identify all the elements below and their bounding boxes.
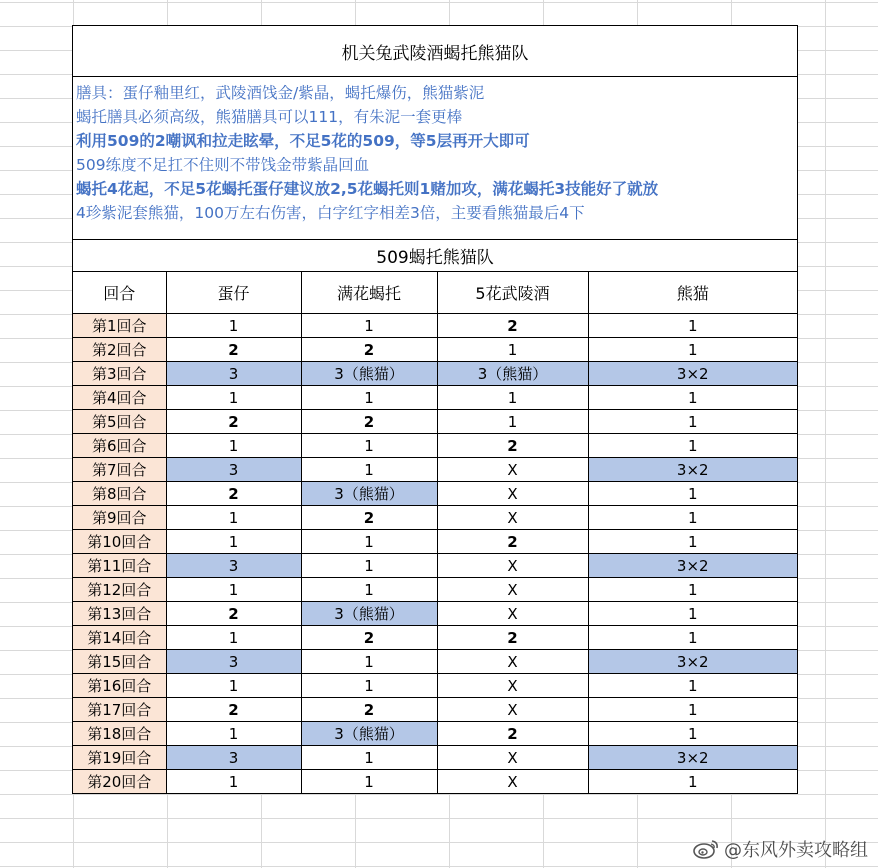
cell-xiongmao: 1 — [588, 530, 797, 554]
table-row — [73, 482, 797, 506]
cell-round: 第12回合 — [73, 578, 166, 602]
cell-round: 第2回合 — [73, 338, 166, 362]
cell-xiongmao: 3×2 — [588, 554, 797, 578]
cell-round: 第18回合 — [73, 722, 166, 746]
header-danzai: 蛋仔 — [166, 272, 301, 314]
cell-xietuo: 1 — [301, 770, 437, 794]
header-wulingjiu: 5花武陵酒 — [437, 272, 588, 314]
cell-xietuo: 3（熊猫） — [301, 722, 437, 746]
cell-xiongmao: 3×2 — [588, 362, 797, 386]
cell-danzai: 3 — [166, 458, 301, 482]
cell-danzai: 1 — [166, 626, 301, 650]
cell-xietuo: 2 — [301, 506, 437, 530]
note-line: 膳具：蛋仔釉里红，武陵酒饯金/紫晶，蝎托爆伤，熊猫紫泥 — [76, 84, 485, 102]
cell-danzai: 1 — [166, 434, 301, 458]
weibo-icon — [692, 838, 720, 860]
cell-xietuo: 1 — [301, 458, 437, 482]
rounds-table — [73, 272, 797, 793]
note-line: 509练度不足扛不住则不带饯金带紫晶回血 — [76, 156, 370, 174]
cell-round: 第5回合 — [73, 410, 166, 434]
table-row — [73, 770, 797, 794]
cell-xietuo: 2 — [301, 698, 437, 722]
cell-danzai: 2 — [166, 482, 301, 506]
note-line: 蝎托4花起，不足5花蝎托蛋仔建议放2,5花蝎托则1赌加攻，满花蝎托3技能好了就放 — [76, 180, 659, 198]
cell-xietuo: 1 — [301, 554, 437, 578]
cell-wulingjiu: 3（熊猫） — [437, 362, 588, 386]
cell-danzai: 1 — [166, 722, 301, 746]
cell-round: 第15回合 — [73, 650, 166, 674]
cell-wulingjiu: X — [437, 698, 588, 722]
cell-xiongmao: 1 — [588, 386, 797, 410]
cell-danzai: 2 — [166, 698, 301, 722]
cell-xiongmao: 3×2 — [588, 650, 797, 674]
note-line: 蝎托膳具必须高级，熊猫膳具可以111，有朱泥一套更棒 — [76, 108, 463, 126]
table-row — [73, 530, 797, 554]
table-row — [73, 314, 797, 338]
cell-danzai: 3 — [166, 650, 301, 674]
cell-danzai: 2 — [166, 410, 301, 434]
cell-wulingjiu: X — [437, 746, 588, 770]
note-line: 利用509的2嘲讽和拉走眩晕，不足5花的509，等5层再开大即可 — [76, 132, 530, 150]
cell-xietuo: 2 — [301, 410, 437, 434]
table-row — [73, 626, 797, 650]
cell-xiongmao: 1 — [588, 602, 797, 626]
cell-xietuo: 1 — [301, 530, 437, 554]
cell-xiongmao: 1 — [588, 434, 797, 458]
cell-wulingjiu: X — [437, 650, 588, 674]
header-xiongmao: 熊猫 — [588, 272, 797, 314]
sheet-title: 机关兔武陵酒蝎托熊猫队 — [73, 26, 797, 77]
cell-round: 第14回合 — [73, 626, 166, 650]
cell-danzai: 3 — [166, 554, 301, 578]
table-row — [73, 458, 797, 482]
cell-xiongmao: 1 — [588, 722, 797, 746]
header-row — [73, 272, 797, 314]
table-row — [73, 410, 797, 434]
cell-round: 第4回合 — [73, 386, 166, 410]
header-round: 回合 — [73, 272, 166, 314]
cell-xiongmao: 1 — [588, 770, 797, 794]
cell-xietuo: 1 — [301, 434, 437, 458]
cell-wulingjiu: X — [437, 482, 588, 506]
table-row — [73, 746, 797, 770]
cell-round: 第6回合 — [73, 434, 166, 458]
cell-wulingjiu: X — [437, 578, 588, 602]
cell-round: 第20回合 — [73, 770, 166, 794]
cell-xiongmao: 3×2 — [588, 458, 797, 482]
table-row — [73, 650, 797, 674]
table-row — [73, 698, 797, 722]
cell-xietuo: 1 — [301, 314, 437, 338]
table-title: 509蝎托熊猫队 — [73, 240, 797, 272]
cell-xietuo: 2 — [301, 338, 437, 362]
cell-xiongmao: 1 — [588, 338, 797, 362]
cell-xiongmao: 1 — [588, 578, 797, 602]
cell-danzai: 3 — [166, 362, 301, 386]
cell-xietuo: 3（熊猫） — [301, 482, 437, 506]
cell-xiongmao: 3×2 — [588, 746, 797, 770]
cell-wulingjiu: X — [437, 458, 588, 482]
cell-wulingjiu: X — [437, 674, 588, 698]
watermark-text: @东风外卖攻略组 — [724, 840, 868, 861]
watermark — [692, 836, 868, 862]
cell-danzai: 1 — [166, 578, 301, 602]
cell-round: 第10回合 — [73, 530, 166, 554]
table-row — [73, 578, 797, 602]
table-row — [73, 722, 797, 746]
table-row — [73, 338, 797, 362]
cell-wulingjiu: 1 — [437, 410, 588, 434]
cell-round: 第16回合 — [73, 674, 166, 698]
cell-round: 第13回合 — [73, 602, 166, 626]
cell-danzai: 3 — [166, 746, 301, 770]
cell-danzai: 2 — [166, 602, 301, 626]
cell-wulingjiu: 2 — [437, 434, 588, 458]
cell-danzai: 2 — [166, 338, 301, 362]
cell-xiongmao: 1 — [588, 674, 797, 698]
note-line: 4珍紫泥套熊猫，100万左右伤害，白字红字相差3倍，主要看熊猫最后4下 — [76, 204, 585, 222]
cell-round: 第3回合 — [73, 362, 166, 386]
cell-wulingjiu: 2 — [437, 722, 588, 746]
notes-block — [73, 77, 797, 240]
cell-wulingjiu: X — [437, 554, 588, 578]
cell-wulingjiu: X — [437, 506, 588, 530]
cell-round: 第19回合 — [73, 746, 166, 770]
cell-xietuo: 1 — [301, 386, 437, 410]
cell-xiongmao: 1 — [588, 482, 797, 506]
cell-danzai: 1 — [166, 770, 301, 794]
cell-round: 第7回合 — [73, 458, 166, 482]
cell-xiongmao: 1 — [588, 506, 797, 530]
cell-xiongmao: 1 — [588, 626, 797, 650]
cell-danzai: 1 — [166, 530, 301, 554]
cell-danzai: 1 — [166, 506, 301, 530]
table-row — [73, 674, 797, 698]
cell-round: 第8回合 — [73, 482, 166, 506]
cell-wulingjiu: 2 — [437, 314, 588, 338]
cell-danzai: 1 — [166, 386, 301, 410]
cell-xietuo: 3（熊猫） — [301, 602, 437, 626]
cell-round: 第9回合 — [73, 506, 166, 530]
header-xietuo: 满花蝎托 — [301, 272, 437, 314]
cell-round: 第11回合 — [73, 554, 166, 578]
table-row — [73, 362, 797, 386]
cell-xietuo: 3（熊猫） — [301, 362, 437, 386]
cell-xiongmao: 1 — [588, 698, 797, 722]
cell-wulingjiu: 1 — [437, 386, 588, 410]
table-row — [73, 602, 797, 626]
cell-wulingjiu: X — [437, 770, 588, 794]
cell-xietuo: 1 — [301, 674, 437, 698]
cell-round: 第1回合 — [73, 314, 166, 338]
cell-xietuo: 2 — [301, 626, 437, 650]
cell-xietuo: 1 — [301, 650, 437, 674]
cell-wulingjiu: 1 — [437, 338, 588, 362]
cell-wulingjiu: 2 — [437, 530, 588, 554]
table-row — [73, 506, 797, 530]
cell-danzai: 1 — [166, 314, 301, 338]
cell-wulingjiu: X — [437, 602, 588, 626]
table-row — [73, 434, 797, 458]
cell-xietuo: 1 — [301, 746, 437, 770]
cell-wulingjiu: 2 — [437, 626, 588, 650]
table-row — [73, 554, 797, 578]
cell-xiongmao: 1 — [588, 314, 797, 338]
table-row — [73, 386, 797, 410]
cell-xiongmao: 1 — [588, 410, 797, 434]
cell-danzai: 1 — [166, 674, 301, 698]
strategy-sheet — [72, 25, 798, 794]
cell-xietuo: 1 — [301, 578, 437, 602]
cell-round: 第17回合 — [73, 698, 166, 722]
